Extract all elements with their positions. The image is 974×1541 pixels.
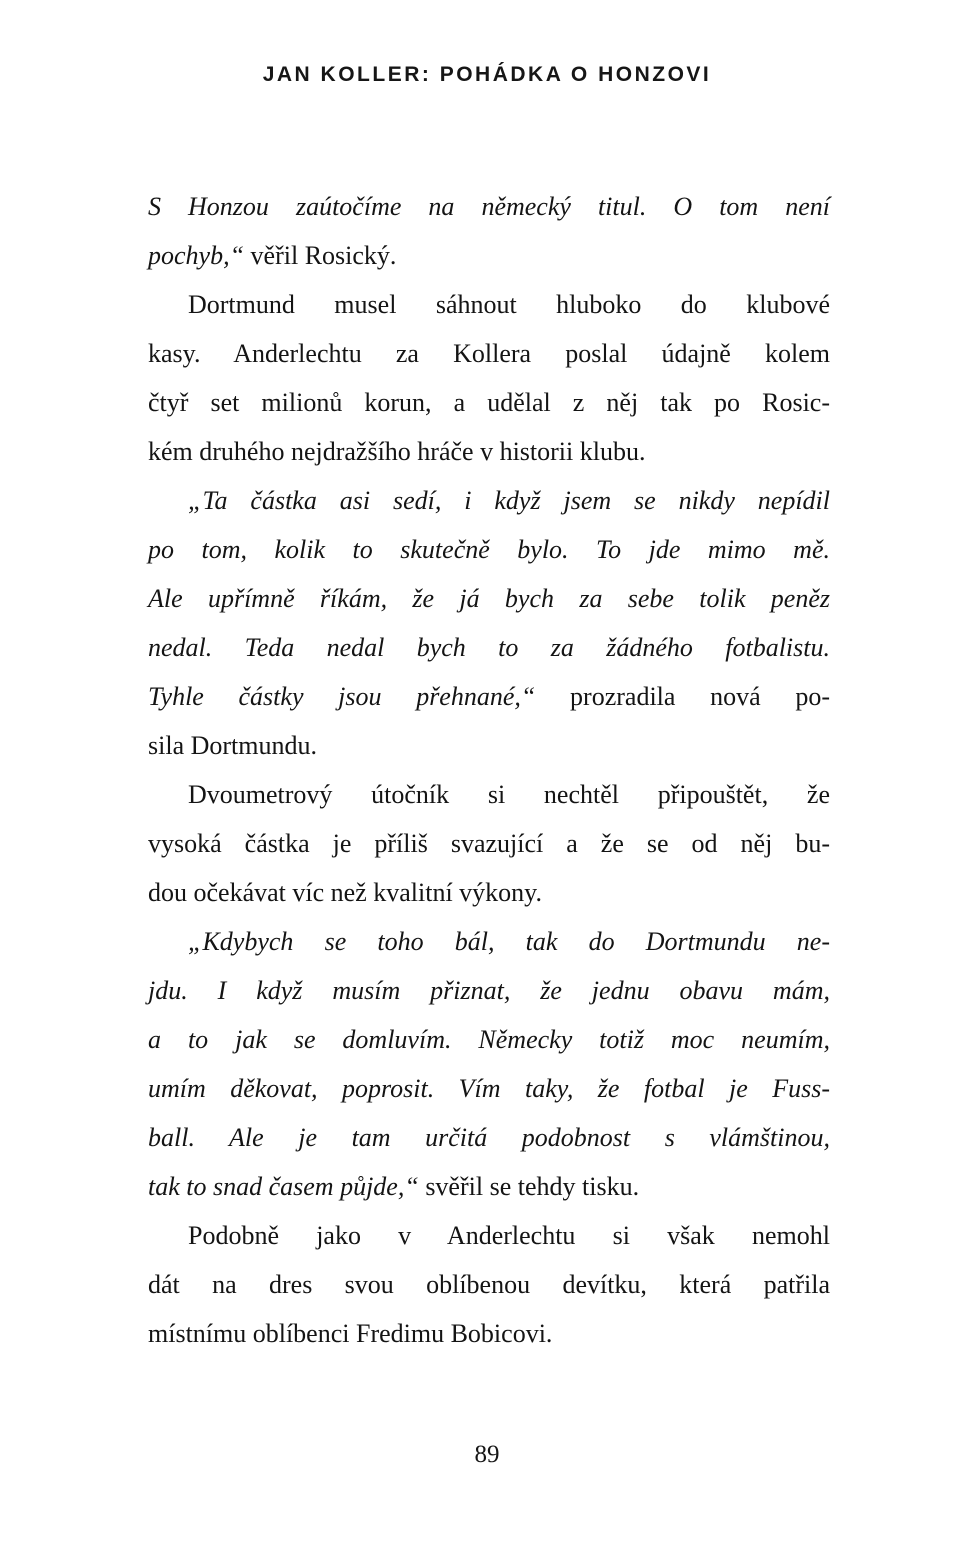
text-segment: dát na dres svou oblíbenou devítku, která patřila [148, 1270, 830, 1299]
text-segment: Dortmund musel sáhnout hluboko do klubové [188, 290, 830, 319]
text-line [148, 1260, 830, 1309]
text-segment: „Ta částka asi sedí, i když jsem se nikdy nepídil [188, 486, 830, 515]
text-segment: nedal. Teda nedal bych to za žádného fotbalistu. [148, 633, 830, 662]
running-header-title: POHÁDKA O HONZOVI [431, 63, 712, 86]
paragraph [148, 917, 830, 1211]
paragraph [148, 770, 830, 917]
text-line [148, 525, 830, 574]
text-segment: sila Dortmundu. [148, 731, 317, 760]
text-line [148, 1162, 830, 1211]
text-line [148, 1113, 830, 1162]
text-line [148, 917, 830, 966]
text-segment: „Kdybych se toho bál, tak do Dortmundu ne- [188, 927, 830, 956]
text-segment: prozradila nová po- [535, 682, 830, 711]
text-line [148, 476, 830, 525]
text-line [148, 868, 830, 917]
text-segment: čtyř set milionů korun, a udělal z něj tak po Rosic- [148, 388, 830, 417]
text-segment: po tom, kolik to skutečně bylo. To jde mimo mě. [148, 535, 830, 564]
text-segment: Ale upřímně říkám, že já bych za sebe tolik peněz [148, 584, 830, 613]
text-line [148, 329, 830, 378]
text-line [148, 721, 830, 770]
paragraph [148, 182, 830, 280]
text-line [148, 574, 830, 623]
text-line [148, 182, 830, 231]
paragraph [148, 476, 830, 770]
text-segment: ball. Ale je tam určitá podobnost s vlámštinou, [148, 1123, 830, 1152]
paragraph [148, 1211, 830, 1358]
text-line [148, 672, 830, 721]
text-block [148, 182, 830, 1358]
text-line [148, 623, 830, 672]
text-segment: dou očekávat víc než kvalitní výkony. [148, 878, 542, 907]
text-line [148, 231, 830, 280]
text-line [148, 378, 830, 427]
paragraph [148, 280, 830, 476]
text-segment: věřil Rosický. [244, 241, 397, 270]
text-segment: místnímu oblíbenci Fredimu Bobicovi. [148, 1319, 553, 1348]
text-segment: vysoká částka je příliš svazující a že se od něj bu- [148, 829, 830, 858]
running-header-author: JAN KOLLER: [262, 63, 432, 86]
text-line [148, 966, 830, 1015]
text-line [148, 1211, 830, 1260]
text-segment: a to jak se domluvím. Německy totiž moc neumím, [148, 1025, 830, 1054]
text-line [148, 1064, 830, 1113]
text-segment: Tyhle částky jsou přehnané,“ [148, 682, 536, 711]
page-number: 89 [474, 1441, 500, 1468]
text-segment: Podobně jako v Anderlechtu si však nemohl [188, 1221, 830, 1250]
text-line [148, 1309, 830, 1358]
text-segment: S Honzou zaútočíme na německý titul. O tom není [148, 192, 830, 221]
text-segment: Dvoumetrový útočník si nechtěl připouštět, že [188, 780, 830, 809]
text-line [148, 770, 830, 819]
text-line [148, 280, 830, 329]
text-segment: jdu. I když musím přiznat, že jednu obavu mám, [148, 976, 830, 1005]
text-line [148, 819, 830, 868]
text-segment: pochyb,“ [148, 241, 245, 270]
text-segment: kém druhého nejdražšího hráče v historii klubu. [148, 437, 646, 466]
running-header [0, 63, 974, 87]
text-segment: svěřil se tehdy tisku. [418, 1172, 640, 1201]
text-line [148, 1015, 830, 1064]
text-segment: kasy. Anderlechtu za Kollera poslal údajně kolem [148, 339, 830, 368]
text-segment: tak to snad časem půjde,“ [148, 1172, 419, 1201]
text-segment: umím děkovat, poprosit. Vím taky, že fotbal je Fuss- [148, 1074, 830, 1103]
text-line [148, 427, 830, 476]
